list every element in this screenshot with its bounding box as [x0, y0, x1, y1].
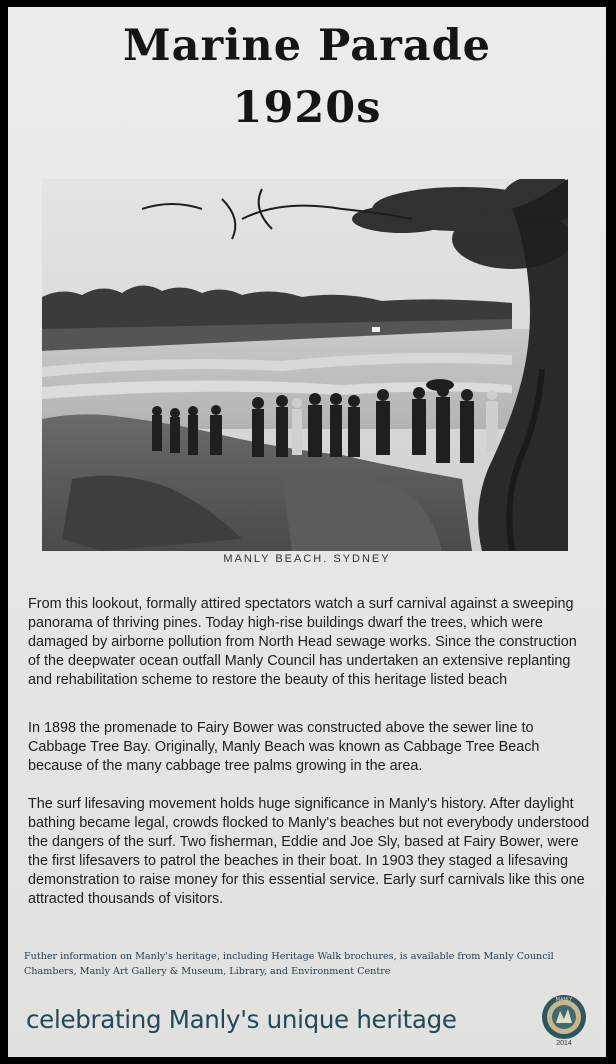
photo-caption: MANLY BEACH. SYDNEY — [223, 553, 391, 565]
paragraph-promenade: In 1898 the promenade to Fairy Bower was constructed above the sewer line to Cabbage Tree Bay. Originally, Manly Beach was known as Cabbage Tree Beach because of the many cabbage tree palms growing in the area. — [28, 720, 540, 774]
title-line-1: Marine Parade — [122, 21, 492, 71]
seal-text: MANLY — [555, 997, 573, 1003]
historic-photo — [42, 179, 568, 551]
further-information-note: Futher information on Manly's heritage, including Heritage Walk brochures, is available from Manly Council Chambers, Manly Art Gallery & Museum, Library, and Environment Centre — [24, 951, 554, 977]
title-line-2: 1920s — [232, 83, 382, 133]
paragraph-lookout: From this lookout, formally attired spectators watch a surf carnival against a sweeping panorama of thriving pines. Today high-rise buildings dwarf the trees, which were damaged by airborne pollution from North Head sewage works. Since the construction of the deepwater ocean outfall Manly Council has undertaken an extensive replanting and rehabilitation scheme to restore the beauty of this heritage listed beach — [28, 596, 577, 688]
seal-year: 2014 — [556, 1040, 572, 1047]
tagline: celebrating Manly's unique heritage — [26, 1005, 457, 1034]
paragraph-lifesaving: The surf lifesaving movement holds huge significance in Manly's history. After daylight bathing became legal, crowds flocked to Manly's beaches but not everybody understood the dangers of the surf. Two fisherman, Eddie and Joe Sly, based at Fairy Bower, were the first lifesavers to patrol the beaches in their boat. In 1903 they staged a lifesaving demonstration to raise money for this essential service. Early surf carnivals like this one attracted thousands of visitors. — [28, 796, 590, 907]
heritage-sign — [8, 7, 606, 1057]
